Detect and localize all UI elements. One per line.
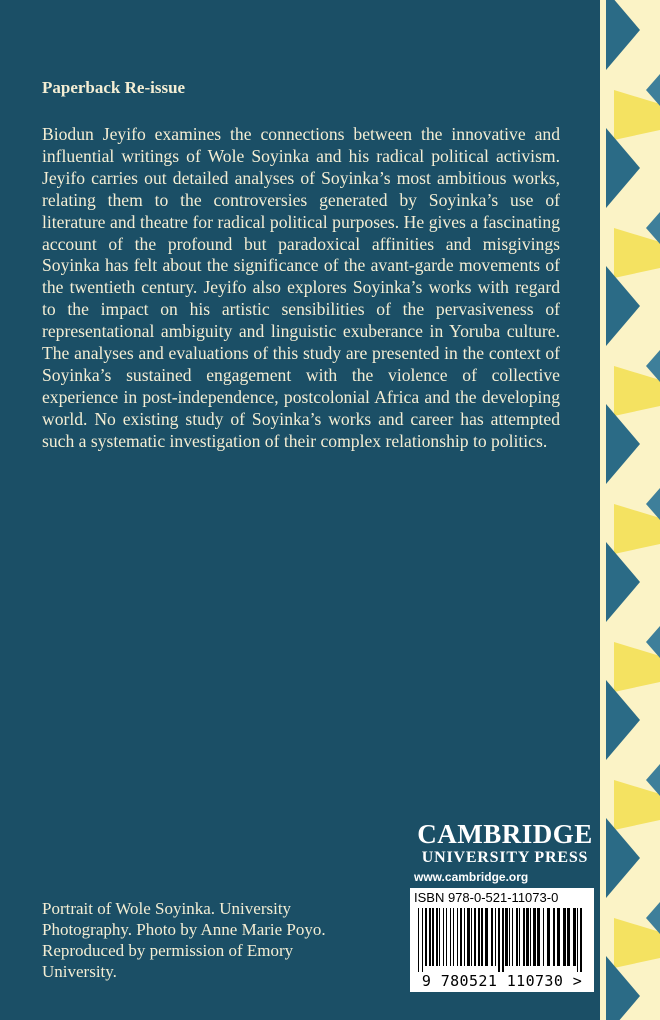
barcode-bar <box>519 908 520 966</box>
barcode-bar <box>436 908 438 966</box>
section-heading: Paperback Re-issue <box>42 78 186 97</box>
barcode-bar <box>474 908 476 966</box>
barcode-bar <box>557 908 560 966</box>
barcode-bar <box>512 908 513 966</box>
barcode-bar <box>491 908 493 966</box>
barcode-bar <box>467 908 470 966</box>
barcode-bar <box>537 908 540 966</box>
barcode-bar <box>439 908 440 966</box>
barcode-panel <box>410 888 594 992</box>
barcode-bar <box>547 908 550 966</box>
decorative-border <box>600 0 660 1020</box>
barcode-bar <box>533 908 536 966</box>
publisher-name: CAMBRIDGE <box>417 819 593 849</box>
barcode-bar <box>443 908 444 966</box>
barcode-bar <box>446 908 447 966</box>
isbn-label: ISBN 978-0-521-11073-0 <box>414 890 559 905</box>
barcode-bar <box>450 908 451 966</box>
book-description: Biodun Jeyifo examines the connections between the innovative and influential writings of Wole Soyinka and his radical political activism. Jeyifo carries out detailed analyses of Soyinka’s most ambitious works, relating them to the controversies generated by Soyinka’s use of literature and theatre for radical political purposes. He gives a fascinating account of the profound but paradoxical affinities and misgivings Soyinka has felt about the significance of the avant-garde movements of the twentieth century. Jeyifo also explores Soyinka’s works with regard to the impact on his artistic sensibilities of the pervasiveness of representational ambiguity and linguistic exuberance in Yoruba culture. The analyses and evaluations of this study are presented in the context of Soyinka’s sustained engagement with the violence of collective experience in post-independence, postcolonial Africa and the developing world. No existing study of Soyinka’s works and career has attempted such a systematic investigation of their complex relationship to politics. <box>42 124 560 451</box>
barcode-bar <box>573 908 576 966</box>
barcode-bar <box>457 908 458 966</box>
publisher-press: UNIVERSITY PRESS <box>421 849 589 866</box>
barcode-number: 9 780521 110730 > <box>421 972 583 990</box>
barcode-bar <box>418 908 419 972</box>
barcode-bar <box>523 908 525 966</box>
barcode-bar <box>577 908 578 972</box>
barcode-bar <box>526 908 529 966</box>
barcode-bar <box>498 908 500 972</box>
barcode-bar <box>563 908 566 966</box>
barcode-bar <box>485 908 488 966</box>
publisher-logo <box>410 820 600 886</box>
barcode-bar <box>464 908 465 966</box>
barcode-bar <box>429 908 431 966</box>
barcode-icon <box>414 908 590 972</box>
barcode-bar <box>432 908 434 966</box>
barcode-bar <box>471 908 472 966</box>
barcode-bar <box>553 908 555 966</box>
barcode-bar <box>509 908 510 966</box>
barcode-bar <box>567 908 570 966</box>
barcode-bar <box>530 908 531 966</box>
barcode-bar <box>495 908 496 966</box>
barcode-bar <box>505 908 508 966</box>
publisher-url: www.cambridge.org <box>414 870 529 884</box>
barcode-bar <box>516 908 518 966</box>
barcode-bar <box>460 908 462 966</box>
barcode-bar <box>481 908 483 966</box>
barcode-bar <box>543 908 544 966</box>
barcode-bar <box>478 908 480 966</box>
photo-credit: Portrait of Wole Soyinka. University Photography. Photo by Anne Marie Poyo. Reproduced by permission of Emory University. <box>42 899 326 981</box>
barcode-bar <box>453 908 454 966</box>
barcode-bar <box>422 908 423 972</box>
barcode-bar <box>580 908 582 972</box>
barcode-bar <box>502 908 504 972</box>
barcode-bar <box>425 908 427 966</box>
